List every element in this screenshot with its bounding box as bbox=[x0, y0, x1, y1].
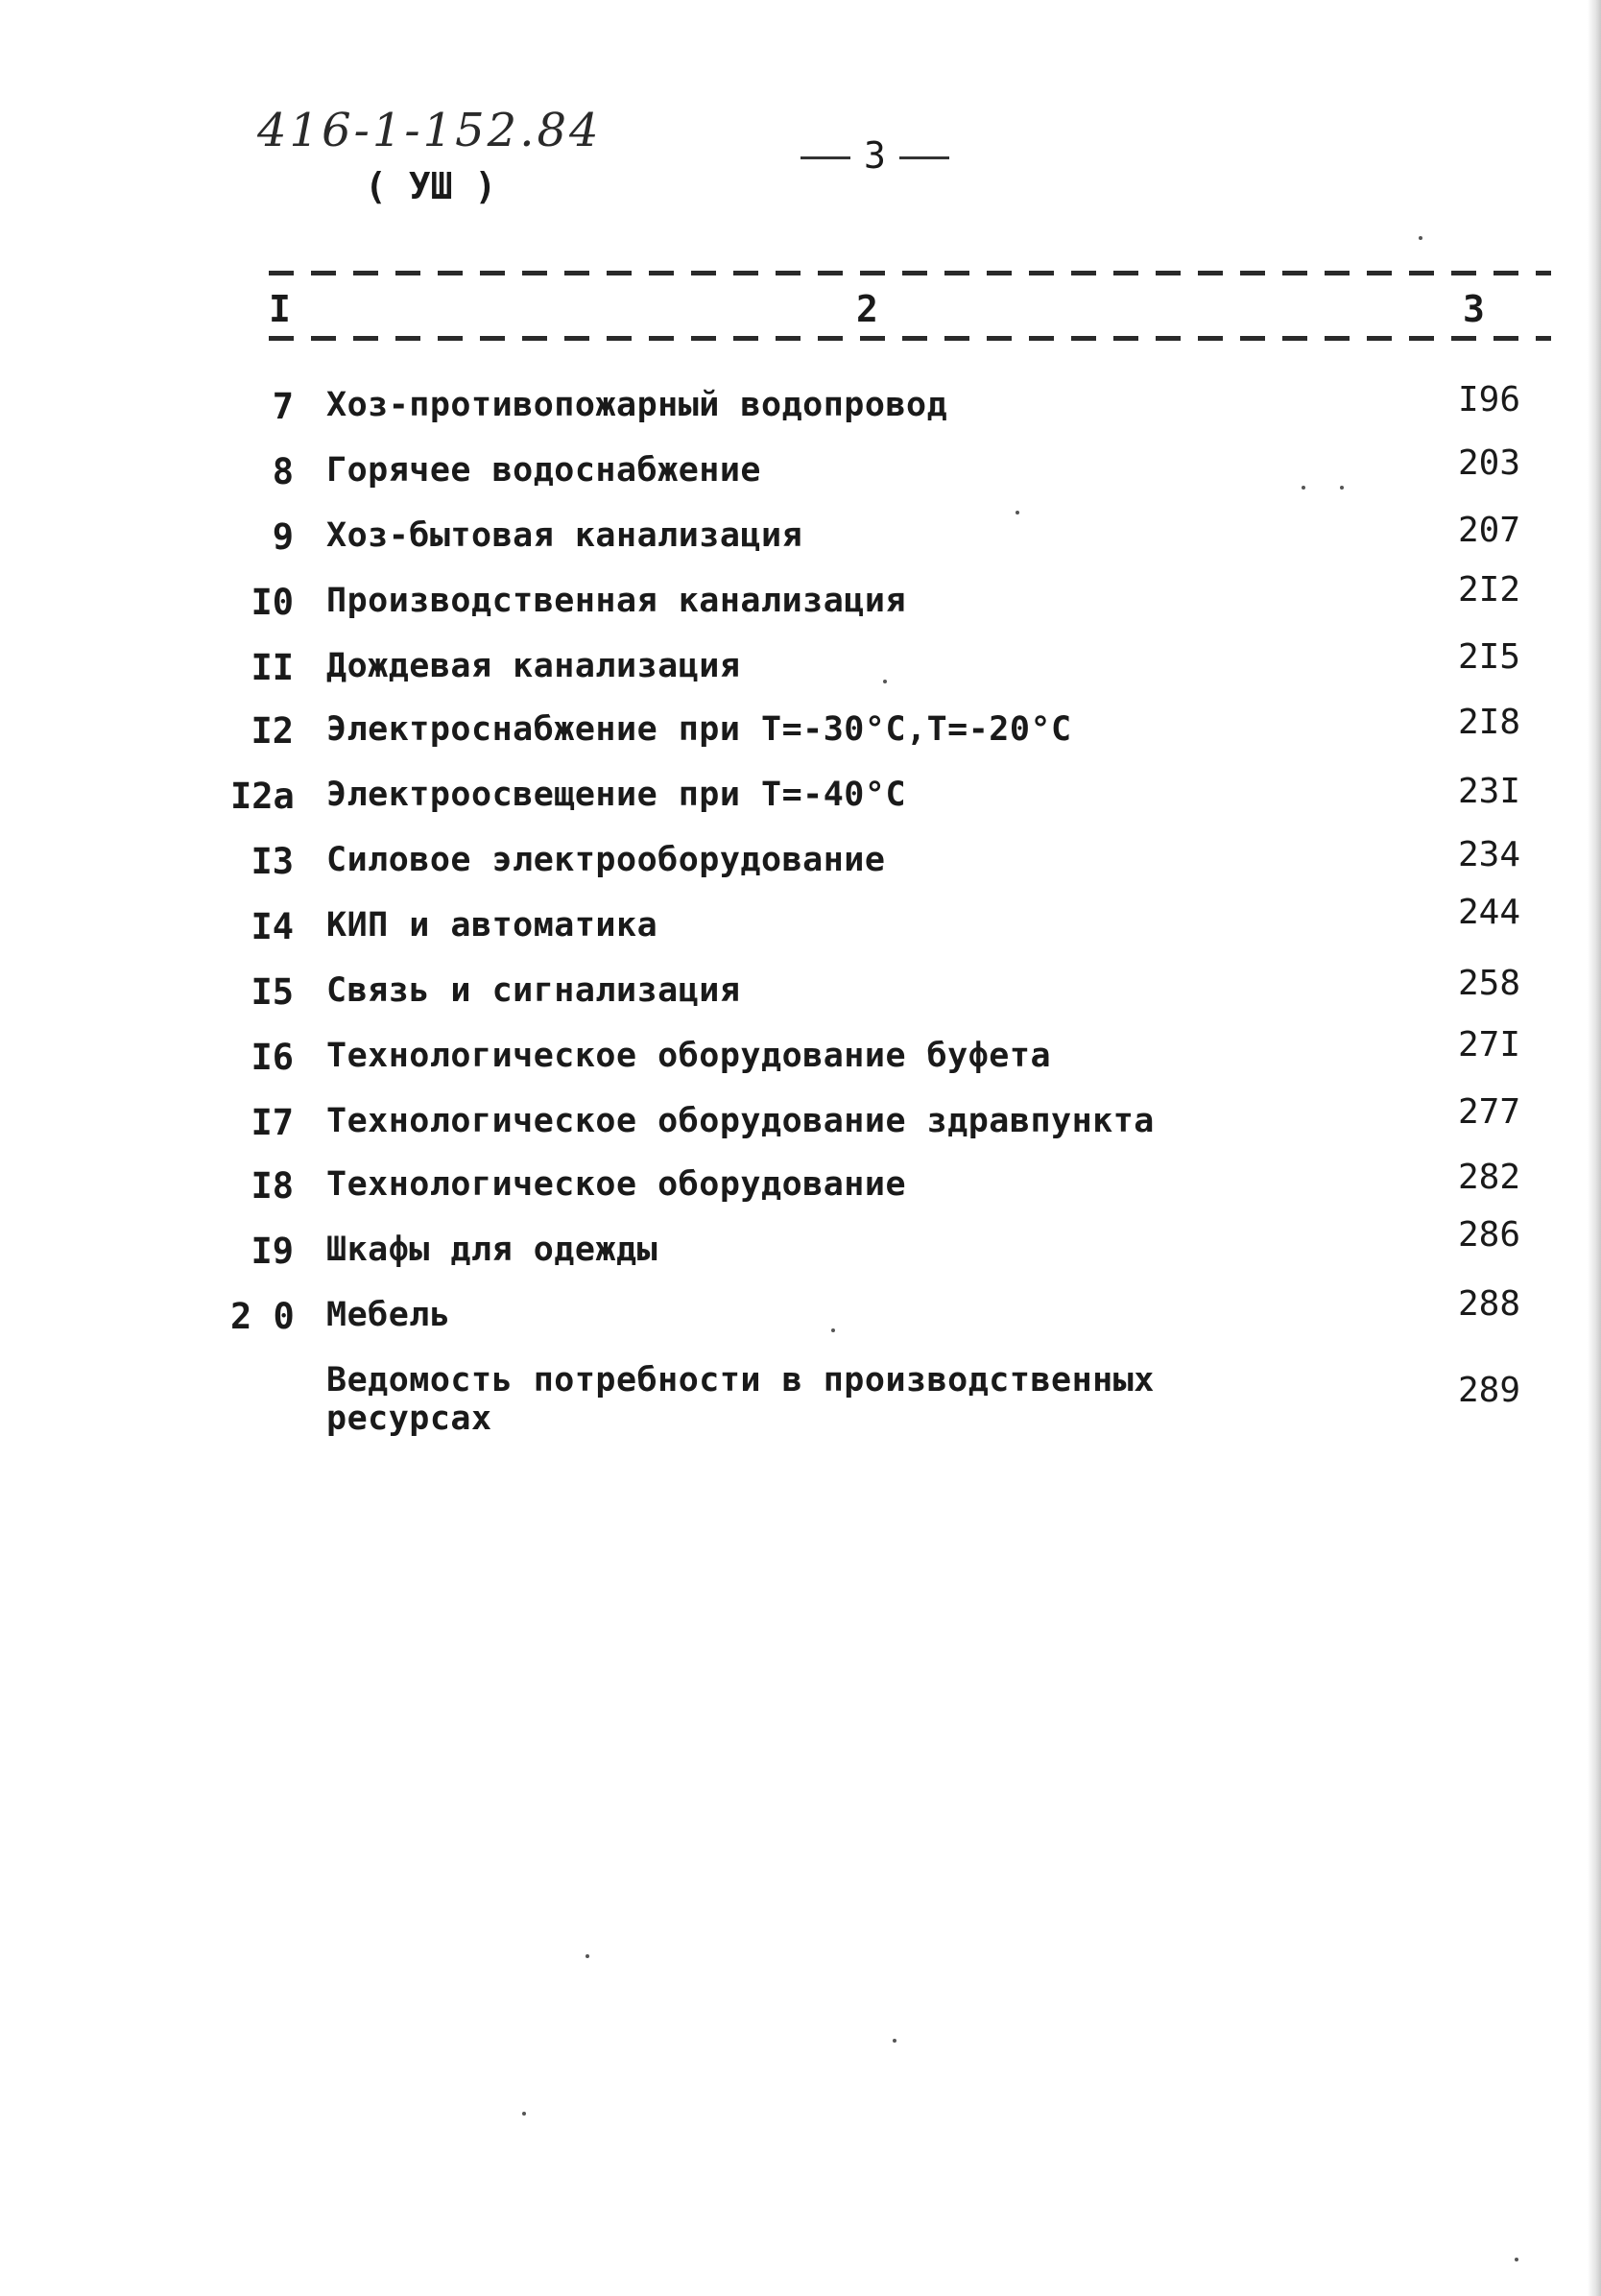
row-title: Шкафы для одежды bbox=[326, 1231, 658, 1269]
row-page: 244 bbox=[1457, 893, 1520, 932]
row-page: 277 bbox=[1457, 1092, 1520, 1132]
row-page: 282 bbox=[1457, 1158, 1520, 1197]
row-number: 7 bbox=[272, 386, 294, 427]
table-row bbox=[0, 511, 1601, 574]
row-title: КИП и автоматика bbox=[326, 906, 658, 945]
row-page: 258 bbox=[1457, 964, 1520, 1003]
row-title: Производственная канализация bbox=[326, 582, 907, 620]
page-number-value: 3 bbox=[864, 134, 886, 177]
table-row bbox=[0, 1284, 1601, 1353]
row-number: II bbox=[251, 647, 294, 688]
scan-speck bbox=[1515, 2258, 1518, 2261]
row-title: Хоз-бытовая канализация bbox=[326, 516, 803, 555]
row-page: 234 bbox=[1457, 835, 1520, 874]
scan-speck bbox=[883, 680, 887, 683]
scan-speck bbox=[585, 1954, 589, 1958]
row-page: 2I2 bbox=[1457, 570, 1520, 610]
row-number: I5 bbox=[251, 971, 294, 1013]
table-top-rule bbox=[269, 271, 1551, 275]
row-title: Связь и сигнализация bbox=[326, 971, 741, 1010]
row-title: Технологическое оборудование буфета bbox=[326, 1037, 1052, 1075]
scan-speck bbox=[1340, 486, 1344, 490]
row-title: Технологическое оборудование bbox=[326, 1165, 907, 1204]
row-page: 23I bbox=[1457, 772, 1520, 811]
row-page: 203 bbox=[1457, 443, 1520, 483]
row-number: 9 bbox=[272, 516, 294, 558]
scan-speck bbox=[831, 1328, 835, 1332]
row-title: Дождевая канализация bbox=[326, 647, 741, 685]
row-page: 288 bbox=[1457, 1284, 1520, 1324]
row-title: Хоз-противопожарный водопровод bbox=[326, 386, 948, 424]
page-number bbox=[787, 134, 963, 177]
row-number: I2 bbox=[251, 710, 294, 752]
row-page: 286 bbox=[1457, 1215, 1520, 1255]
row-number: 8 bbox=[272, 451, 294, 492]
row-page: 2I8 bbox=[1457, 703, 1520, 742]
scan-speck bbox=[1419, 236, 1422, 240]
row-number: I2а bbox=[230, 776, 295, 817]
table-row bbox=[0, 443, 1601, 509]
table-row bbox=[0, 1361, 1601, 1447]
column-header-3: 3 bbox=[1463, 288, 1485, 330]
row-title: Электроосвещение при Т=-40°С bbox=[326, 776, 907, 814]
volume-label: ( УШ ) bbox=[365, 165, 497, 207]
row-number: I8 bbox=[251, 1165, 294, 1207]
table-row bbox=[0, 772, 1601, 833]
scan-speck bbox=[893, 2039, 896, 2043]
row-number: I9 bbox=[251, 1231, 294, 1272]
scan-speck bbox=[1016, 511, 1019, 514]
scan-speck bbox=[522, 2112, 526, 2116]
table-row bbox=[0, 1158, 1601, 1223]
table-row bbox=[0, 1025, 1601, 1094]
row-number: 2 0 bbox=[230, 1296, 295, 1337]
row-title: Горячее водоснабжение bbox=[326, 451, 762, 490]
row-page: 27I bbox=[1457, 1025, 1520, 1064]
table-row bbox=[0, 570, 1601, 639]
row-number: I0 bbox=[251, 582, 294, 623]
table-row bbox=[0, 1092, 1601, 1160]
table-row bbox=[0, 893, 1601, 964]
row-page: 207 bbox=[1457, 511, 1520, 550]
table-row bbox=[0, 380, 1601, 443]
row-number: I4 bbox=[251, 906, 294, 947]
column-header-1: I bbox=[269, 288, 291, 330]
row-page: 2I5 bbox=[1457, 637, 1520, 677]
table-row bbox=[0, 1215, 1601, 1288]
document-code: 416-1-152.84 bbox=[257, 104, 602, 157]
table-header-rule bbox=[269, 336, 1551, 341]
table-row bbox=[0, 835, 1601, 898]
row-title: Технологическое оборудование здравпункта bbox=[326, 1102, 1155, 1140]
table-row bbox=[0, 703, 1601, 768]
row-title: Мебель bbox=[326, 1296, 451, 1334]
row-page: I96 bbox=[1457, 380, 1520, 419]
row-number: I7 bbox=[251, 1102, 294, 1143]
row-page: 289 bbox=[1457, 1371, 1520, 1410]
scan-speck bbox=[1302, 486, 1305, 490]
table-row bbox=[0, 637, 1601, 705]
row-title: Электроснабжение при Т=-30°С,Т=-20°С bbox=[326, 710, 1072, 749]
column-header-2: 2 bbox=[856, 288, 878, 330]
row-title: Силовое электрооборудование bbox=[326, 841, 886, 879]
row-number: I3 bbox=[251, 841, 294, 882]
table-row bbox=[0, 964, 1601, 1029]
row-title: Ведомость потребности в производственных ресурсах bbox=[326, 1361, 1155, 1438]
row-number: I6 bbox=[251, 1037, 294, 1078]
